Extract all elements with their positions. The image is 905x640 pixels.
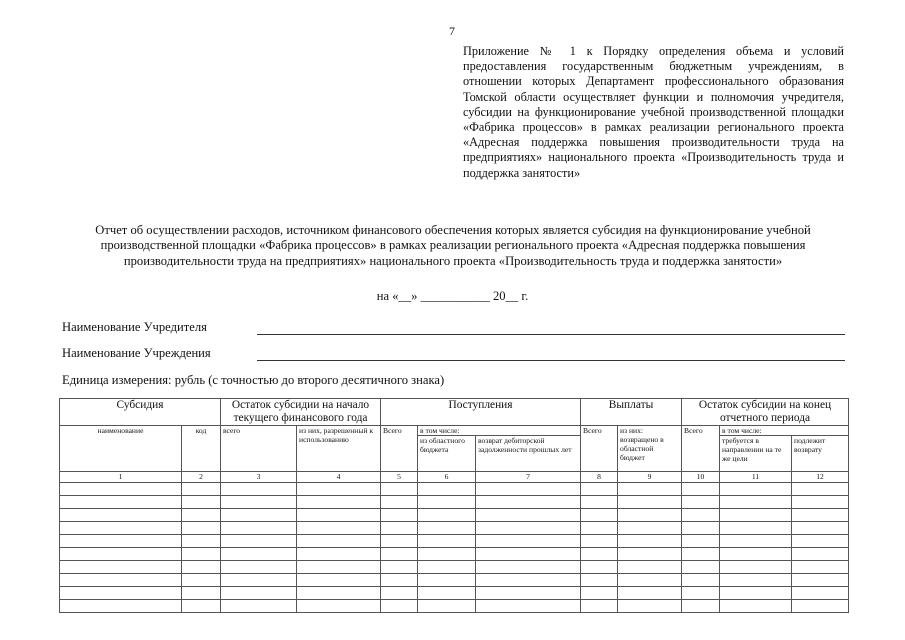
table-cell[interactable]: [618, 496, 682, 509]
table-cell[interactable]: [476, 587, 581, 600]
table-cell[interactable]: [418, 483, 476, 496]
table-cell[interactable]: [792, 587, 849, 600]
header-balance-end: Остаток субсидии на конец отчетного периода: [682, 399, 849, 426]
table-cell[interactable]: [60, 509, 182, 522]
col-required: требуется в направлении на те же цели: [720, 436, 792, 472]
table-cell[interactable]: [581, 509, 618, 522]
institution-fill-line: [257, 360, 845, 361]
table-cell[interactable]: [581, 522, 618, 535]
table-cell[interactable]: [182, 600, 221, 613]
table-cell[interactable]: [581, 483, 618, 496]
table-cell[interactable]: [581, 535, 618, 548]
table-cell[interactable]: [297, 522, 381, 535]
table-cell[interactable]: [476, 522, 581, 535]
col-end-including: в том числе:: [720, 426, 849, 436]
table-cell[interactable]: [720, 600, 792, 613]
col-from-regional: из областного бюджета: [418, 436, 476, 472]
table-cell[interactable]: [682, 483, 720, 496]
table-cell[interactable]: [418, 574, 476, 587]
table-cell[interactable]: [221, 535, 297, 548]
table-cell[interactable]: [221, 522, 297, 535]
column-number: 7: [476, 472, 581, 483]
table-row: [60, 587, 849, 600]
table-cell[interactable]: [221, 483, 297, 496]
unit-of-measure: Единица измерения: рубль (с точностью до второго десятичного знака): [62, 373, 445, 387]
table-cell[interactable]: [381, 535, 418, 548]
table-cell[interactable]: [618, 600, 682, 613]
table-cell[interactable]: [182, 535, 221, 548]
table-cell[interactable]: [618, 561, 682, 574]
table-cell[interactable]: [221, 496, 297, 509]
table-cell[interactable]: [182, 548, 221, 561]
table-cell[interactable]: [618, 535, 682, 548]
table-cell[interactable]: [381, 600, 418, 613]
report-table: [59, 398, 849, 613]
table-cell[interactable]: [381, 574, 418, 587]
table-cell[interactable]: [418, 600, 476, 613]
column-number: 11: [720, 472, 792, 483]
column-number: 12: [792, 472, 849, 483]
table-cell[interactable]: [618, 509, 682, 522]
column-number: 1: [60, 472, 182, 483]
header-subsidy: Субсидия: [60, 399, 221, 426]
table-cell[interactable]: [381, 496, 418, 509]
col-end-total: Всего: [682, 426, 720, 472]
table-cell[interactable]: [682, 496, 720, 509]
col-code: код: [182, 426, 221, 472]
col-payments-total: Всего: [581, 426, 618, 472]
table-cell[interactable]: [418, 496, 476, 509]
table-row: [60, 496, 849, 509]
table-cell[interactable]: [682, 509, 720, 522]
table-cell[interactable]: [418, 587, 476, 600]
table-cell[interactable]: [381, 509, 418, 522]
table-cell[interactable]: [581, 600, 618, 613]
institution-label: Наименование Учреждения: [62, 346, 211, 360]
table-cell[interactable]: [418, 509, 476, 522]
table-cell[interactable]: [476, 483, 581, 496]
table-cell[interactable]: [418, 535, 476, 548]
report-title: Отчет об осуществлении расходов, источником финансового обеспечения которых является субсидия на функционирование учебной производственной площадки «Фабрика процессов» в рамках реализации регионального проекта «Адресная поддержка повышения производительности труда на предприятиях» национального проекта «Производительность труда и поддержка занятости»: [95, 223, 811, 268]
table-cell[interactable]: [182, 561, 221, 574]
column-number: 8: [581, 472, 618, 483]
table-cell[interactable]: [221, 561, 297, 574]
table-cell[interactable]: [182, 522, 221, 535]
column-number: 4: [297, 472, 381, 483]
table-cell[interactable]: [297, 561, 381, 574]
table-cell[interactable]: [60, 483, 182, 496]
table-cell[interactable]: [60, 600, 182, 613]
table-cell[interactable]: [792, 535, 849, 548]
table-cell[interactable]: [381, 483, 418, 496]
table-cell[interactable]: [60, 535, 182, 548]
table-cell[interactable]: [792, 600, 849, 613]
table-cell[interactable]: [297, 535, 381, 548]
col-name: наименование: [60, 426, 182, 472]
table-cell[interactable]: [297, 600, 381, 613]
table-row: [60, 535, 849, 548]
table-cell[interactable]: [720, 522, 792, 535]
table-row: [60, 561, 849, 574]
table-cell[interactable]: [720, 561, 792, 574]
table-cell[interactable]: [476, 600, 581, 613]
table-cell[interactable]: [581, 574, 618, 587]
table-cell[interactable]: [381, 561, 418, 574]
table-cell[interactable]: [476, 496, 581, 509]
table-cell[interactable]: [682, 574, 720, 587]
table-cell[interactable]: [221, 600, 297, 613]
table-cell[interactable]: [60, 496, 182, 509]
table-cell[interactable]: [60, 548, 182, 561]
table-row: [60, 509, 849, 522]
table-cell[interactable]: [221, 509, 297, 522]
table-cell[interactable]: [60, 522, 182, 535]
col-receipts-including: в том числе:: [418, 426, 581, 436]
table-cell[interactable]: [720, 509, 792, 522]
table-cell[interactable]: [581, 587, 618, 600]
table-cell[interactable]: [792, 522, 849, 535]
table-cell[interactable]: [581, 548, 618, 561]
table-cell[interactable]: [476, 548, 581, 561]
table-cell[interactable]: [720, 535, 792, 548]
table-cell[interactable]: [792, 561, 849, 574]
table-cell[interactable]: [720, 587, 792, 600]
column-number: 10: [682, 472, 720, 483]
table-cell[interactable]: [297, 587, 381, 600]
table-cell[interactable]: [418, 561, 476, 574]
table-cell[interactable]: [381, 587, 418, 600]
table-cell[interactable]: [297, 496, 381, 509]
table-cell[interactable]: [221, 574, 297, 587]
table-cell[interactable]: [381, 522, 418, 535]
table-cell[interactable]: [792, 496, 849, 509]
column-number: 2: [182, 472, 221, 483]
table-cell[interactable]: [221, 587, 297, 600]
table-cell[interactable]: [476, 535, 581, 548]
table-cell[interactable]: [418, 522, 476, 535]
table-cell[interactable]: [682, 587, 720, 600]
table-cell[interactable]: [476, 561, 581, 574]
table-header-row: [60, 399, 849, 426]
table-cell[interactable]: [581, 561, 618, 574]
table-cell[interactable]: [581, 496, 618, 509]
table-cell[interactable]: [418, 548, 476, 561]
header-payments: Выплаты: [581, 399, 682, 426]
table-cell[interactable]: [720, 496, 792, 509]
table-cell[interactable]: [618, 587, 682, 600]
header-receipts: Поступления: [381, 399, 581, 426]
col-total-start: всего: [221, 426, 297, 472]
table-cell[interactable]: [182, 509, 221, 522]
col-receipts-total: Всего: [381, 426, 418, 472]
table-cell[interactable]: [182, 574, 221, 587]
table-cell[interactable]: [682, 561, 720, 574]
table-cell[interactable]: [297, 483, 381, 496]
report-date-line: на «__» ___________ 20__ г.: [376, 289, 529, 303]
table-cell[interactable]: [297, 509, 381, 522]
table-row: [60, 483, 849, 496]
table-cell[interactable]: [618, 574, 682, 587]
table-row: [60, 600, 849, 613]
table-cell[interactable]: [792, 509, 849, 522]
table-cell[interactable]: [60, 574, 182, 587]
founder-label: Наименование Учредителя: [62, 320, 207, 334]
table-row: [60, 574, 849, 587]
table-cell[interactable]: [792, 548, 849, 561]
table-cell[interactable]: [297, 574, 381, 587]
table-cell[interactable]: [682, 548, 720, 561]
column-number-row: [60, 472, 849, 483]
column-number: 5: [381, 472, 418, 483]
table-cell[interactable]: [682, 535, 720, 548]
table-cell[interactable]: [60, 587, 182, 600]
page-number: 7: [449, 24, 455, 38]
founder-fill-line: [257, 334, 845, 335]
col-returned: из них: возвращено в областной бюджет: [618, 426, 682, 472]
table-cell[interactable]: [60, 561, 182, 574]
column-number: 9: [618, 472, 682, 483]
header-balance-start: Остаток субсидии на начало текущего финансового года: [221, 399, 381, 426]
table-cell[interactable]: [618, 522, 682, 535]
col-allowed: из них, разрешенный к использованию: [297, 426, 381, 472]
col-refund-debt: возврат дебиторской задолженности прошлых лет: [476, 436, 581, 472]
table-row: [60, 548, 849, 561]
table-body: [60, 483, 849, 613]
table-cell[interactable]: [618, 483, 682, 496]
table-cell[interactable]: [720, 483, 792, 496]
table-row: [60, 522, 849, 535]
table-cell[interactable]: [182, 483, 221, 496]
table-cell[interactable]: [720, 548, 792, 561]
table-subheader-row: [60, 426, 849, 436]
col-to-return: подлежит возврату: [792, 436, 849, 472]
table-cell[interactable]: [221, 548, 297, 561]
table-cell[interactable]: [476, 574, 581, 587]
table-cell[interactable]: [182, 587, 221, 600]
appendix-note: Приложение № 1 к Порядку определения объема и условий предоставления государственным бюджетным учреждениям, в отношении которых Департамент профессионального образования Томской области осуществляет функции и полномочия учредителя, субсидии на функционирование учебной производственной площадки «Фабрика процессов» в рамках реализации регионального проекта «Адресная поддержка повышения производительности труда на предприятиях» национального проекта «Производительность труда и поддержка занятости»: [463, 44, 844, 180]
column-number: 6: [418, 472, 476, 483]
table-cell[interactable]: [381, 548, 418, 561]
table-cell[interactable]: [792, 483, 849, 496]
column-number: 3: [221, 472, 297, 483]
table-cell[interactable]: [297, 548, 381, 561]
table-cell[interactable]: [182, 496, 221, 509]
table-cell[interactable]: [618, 548, 682, 561]
table-cell[interactable]: [682, 522, 720, 535]
table-cell[interactable]: [476, 509, 581, 522]
table-cell[interactable]: [792, 574, 849, 587]
table-cell[interactable]: [720, 574, 792, 587]
table-cell[interactable]: [682, 600, 720, 613]
